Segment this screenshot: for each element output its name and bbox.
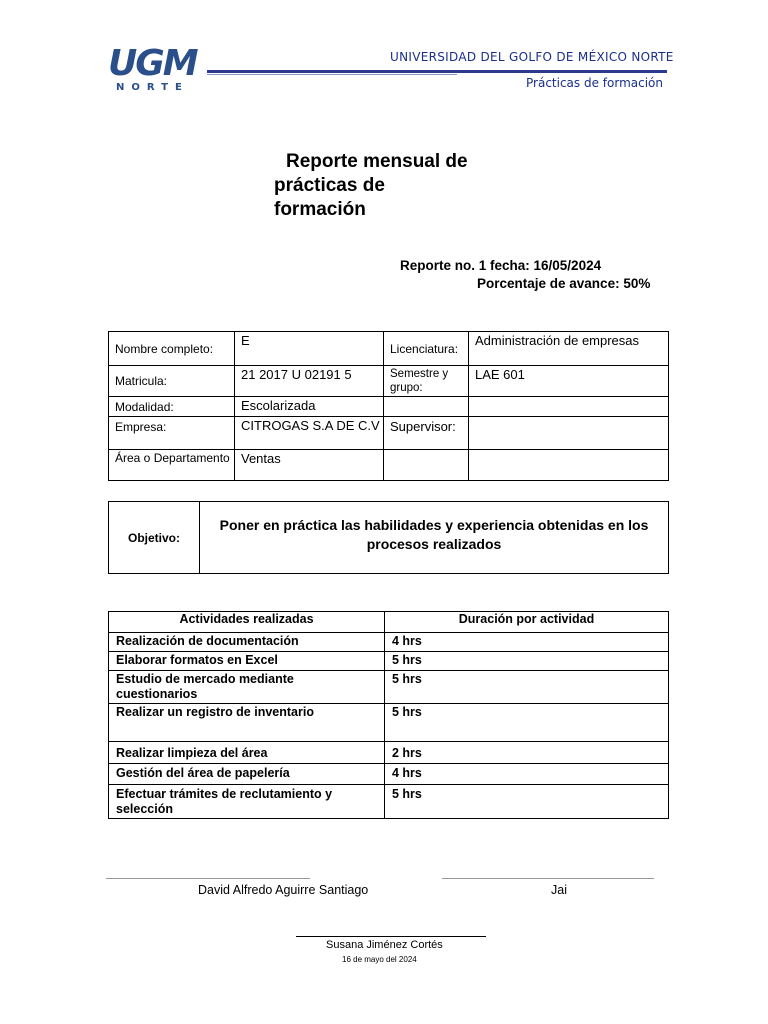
table-header-row — [109, 612, 669, 633]
logo-letters: UGM — [108, 43, 197, 84]
area-label: Área o Departamento — [109, 450, 235, 481]
activities-header: Actividades realizadas — [109, 612, 385, 633]
title-line-1: Reporte mensual de — [286, 151, 468, 172]
header-divider-thin — [207, 74, 457, 75]
title-line-3: formación — [274, 199, 366, 220]
header-divider — [207, 70, 667, 73]
table-row — [109, 633, 669, 652]
university-name: UNIVERSIDAD DEL GOLFO DE MÉXICO NORTE — [390, 50, 674, 64]
supervisor-value — [469, 417, 669, 450]
document-title — [274, 150, 534, 222]
signature-date: 16 de mayo del 2024 — [342, 955, 417, 964]
supervisor-label: Supervisor: — [384, 417, 469, 450]
table-row — [109, 450, 669, 481]
duration-header: Duración por actividad — [385, 612, 669, 633]
duration-cell: 4 hrs — [385, 764, 669, 785]
table-row — [109, 704, 669, 742]
empty-cell — [469, 397, 669, 417]
section-name: Prácticas de formación — [526, 76, 663, 90]
activity-cell: Elaborar formatos en Excel — [109, 652, 385, 671]
activity-cell: Estudio de mercado mediante cuestionarios — [109, 671, 385, 704]
table-row — [109, 671, 669, 704]
signature-line-student — [106, 878, 310, 879]
empty-cell — [384, 397, 469, 417]
table-row — [109, 417, 669, 450]
title-line-2: prácticas de — [274, 175, 385, 196]
activity-cell: Realizar limpieza del área — [109, 742, 385, 764]
objective-label: Objetivo: — [109, 502, 200, 574]
duration-cell: 4 hrs — [385, 633, 669, 652]
matricula-value: 21 2017 U 02191 5 — [235, 366, 384, 397]
table-row — [109, 652, 669, 671]
nombre-label: Nombre completo: — [109, 332, 235, 366]
empty-cell — [384, 450, 469, 481]
table-row — [109, 397, 669, 417]
signature-line-advisor — [296, 936, 486, 937]
report-number-date: Reporte no. 1 fecha: 16/05/2024 — [400, 258, 602, 273]
table-row — [109, 764, 669, 785]
activity-cell: Realización de documentación — [109, 633, 385, 652]
student-name: David Alfredo Aguirre Santiago — [198, 883, 369, 897]
activity-cell: Realizar un registro de inventario — [109, 704, 385, 742]
licenciatura-label: Licenciatura: — [384, 332, 469, 366]
licenciatura-value: Administración de empresas — [469, 332, 669, 366]
signature-line-supervisor — [442, 878, 654, 879]
objective-table — [108, 501, 669, 574]
duration-cell: 5 hrs — [385, 671, 669, 704]
modalidad-label: Modalidad: — [109, 397, 235, 417]
report-progress: Porcentaje de avance: 50% — [477, 276, 651, 291]
duration-cell: 2 hrs — [385, 742, 669, 764]
duration-cell: 5 hrs — [385, 704, 669, 742]
area-value: Ventas — [235, 450, 384, 481]
supervisor-name: Jai — [551, 883, 567, 897]
semestre-label: Semestre y grupo: — [384, 366, 469, 397]
nombre-value: E — [235, 332, 384, 366]
advisor-name: Susana Jiménez Cortés — [326, 939, 443, 951]
student-info-table — [108, 331, 669, 481]
matricula-label: Matricula: — [109, 366, 235, 397]
university-logo — [108, 44, 200, 98]
table-row — [109, 366, 669, 397]
empresa-label: Empresa: — [109, 417, 235, 450]
table-row — [109, 785, 669, 819]
activities-table — [108, 611, 669, 819]
empty-cell — [469, 450, 669, 481]
activity-cell: Efectuar trámites de reclutamiento y selección — [109, 785, 385, 819]
modalidad-value: Escolarizada — [235, 397, 384, 417]
duration-cell: 5 hrs — [385, 785, 669, 819]
activity-cell: Gestión del área de papelería — [109, 764, 385, 785]
table-row — [109, 742, 669, 764]
empresa-value: CITROGAS S.A DE C.V — [235, 417, 384, 450]
table-row — [109, 332, 669, 366]
objective-text: Poner en práctica las habilidades y experiencia obtenidas en los procesos realizados — [200, 502, 669, 574]
logo-subtitle: NORTE — [116, 82, 189, 93]
semestre-value: LAE 601 — [469, 366, 669, 397]
duration-cell: 5 hrs — [385, 652, 669, 671]
